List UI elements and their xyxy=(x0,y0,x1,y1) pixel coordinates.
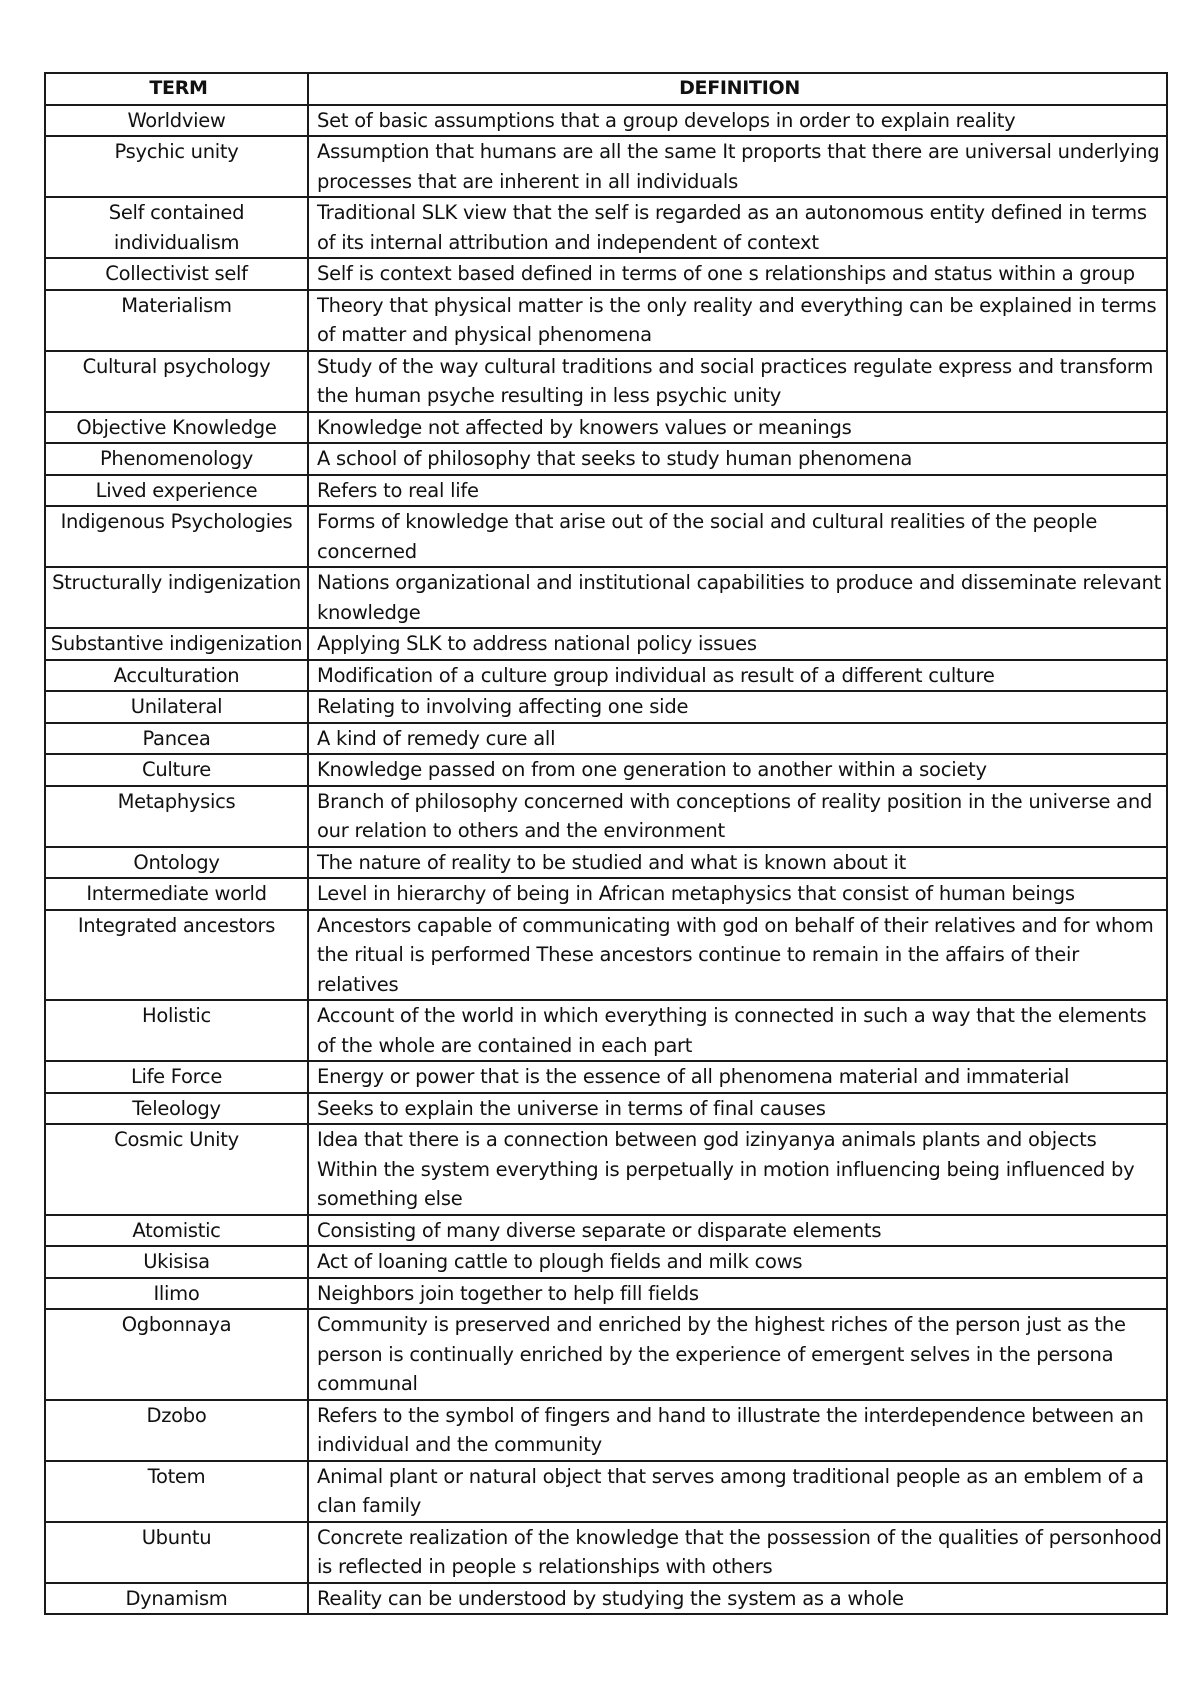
definition-cell: Energy or power that is the essence of all phenomena material and immaterial xyxy=(308,1061,1167,1093)
table-row xyxy=(45,910,1167,1001)
term-cell: Dynamism xyxy=(45,1583,308,1615)
table-row xyxy=(45,1583,1167,1615)
term-cell: Unilateral xyxy=(45,691,308,723)
definition-cell: Traditional SLK view that the self is regarded as an autonomous entity defined in terms of its internal attribution and independent of context xyxy=(308,197,1167,258)
definition-cell: Consisting of many diverse separate or disparate elements xyxy=(308,1215,1167,1247)
definition-cell: Neighbors join together to help fill fields xyxy=(308,1278,1167,1310)
definition-cell: A kind of remedy cure all xyxy=(308,723,1167,755)
table-row xyxy=(45,1278,1167,1310)
definition-cell: Account of the world in which everything is connected in such a way that the elements of the whole are contained in each part xyxy=(308,1000,1167,1061)
table-row xyxy=(45,1061,1167,1093)
table-row xyxy=(45,847,1167,879)
definition-cell: Refers to real life xyxy=(308,475,1167,507)
term-cell: Intermediate world xyxy=(45,878,308,910)
table-row xyxy=(45,878,1167,910)
term-cell: Ontology xyxy=(45,847,308,879)
definition-cell: Reality can be understood by studying the system as a whole xyxy=(308,1583,1167,1615)
term-cell: Phenomenology xyxy=(45,443,308,475)
table-row xyxy=(45,1461,1167,1522)
term-cell: Teleology xyxy=(45,1093,308,1125)
definition-cell: Animal plant or natural object that serves among traditional people as an emblem of a clan family xyxy=(308,1461,1167,1522)
definition-cell: Refers to the symbol of fingers and hand to illustrate the interdependence between an individual and the community xyxy=(308,1400,1167,1461)
table-row xyxy=(45,723,1167,755)
definition-cell: Forms of knowledge that arise out of the social and cultural realities of the people concerned xyxy=(308,506,1167,567)
term-cell: Psychic unity xyxy=(45,136,308,197)
table-row xyxy=(45,1124,1167,1215)
term-cell: Self contained individualism xyxy=(45,197,308,258)
header-row xyxy=(45,73,1167,105)
table-row xyxy=(45,443,1167,475)
term-column-header: TERM xyxy=(45,73,308,105)
term-cell: Substantive indigenization xyxy=(45,628,308,660)
definition-cell: Community is preserved and enriched by the highest riches of the person just as the person is continually enriched by the experience of emergent selves in the persona communal xyxy=(308,1309,1167,1400)
definition-column-header: DEFINITION xyxy=(308,73,1167,105)
term-cell: Objective Knowledge xyxy=(45,412,308,444)
table-row xyxy=(45,754,1167,786)
term-cell: Ogbonnaya xyxy=(45,1309,308,1400)
definition-cell: Self is context based defined in terms of one s relationships and status within a group xyxy=(308,258,1167,290)
table-row xyxy=(45,1215,1167,1247)
table-row xyxy=(45,691,1167,723)
term-cell: Acculturation xyxy=(45,660,308,692)
table-row xyxy=(45,475,1167,507)
definition-cell: The nature of reality to be studied and what is known about it xyxy=(308,847,1167,879)
table-row xyxy=(45,1400,1167,1461)
table-row xyxy=(45,660,1167,692)
term-cell: Collectivist self xyxy=(45,258,308,290)
table-row xyxy=(45,786,1167,847)
table-row xyxy=(45,1522,1167,1583)
table-row xyxy=(45,1309,1167,1400)
table-row xyxy=(45,1000,1167,1061)
document-page xyxy=(44,72,1166,1615)
term-cell: Integrated ancestors xyxy=(45,910,308,1001)
term-cell: Life Force xyxy=(45,1061,308,1093)
definition-cell: Relating to involving affecting one side xyxy=(308,691,1167,723)
term-cell: Cultural psychology xyxy=(45,351,308,412)
term-cell: Indigenous Psychologies xyxy=(45,506,308,567)
table-row xyxy=(45,1246,1167,1278)
term-cell: Ilimo xyxy=(45,1278,308,1310)
term-cell: Totem xyxy=(45,1461,308,1522)
glossary-body xyxy=(45,105,1167,1615)
definition-cell: Theory that physical matter is the only reality and everything can be explained in terms of matter and physical phenomena xyxy=(308,290,1167,351)
term-cell: Pancea xyxy=(45,723,308,755)
term-cell: Worldview xyxy=(45,105,308,137)
table-row xyxy=(45,567,1167,628)
table-row xyxy=(45,506,1167,567)
term-cell: Metaphysics xyxy=(45,786,308,847)
definition-cell: A school of philosophy that seeks to study human phenomena xyxy=(308,443,1167,475)
term-cell: Materialism xyxy=(45,290,308,351)
term-cell: Culture xyxy=(45,754,308,786)
table-row xyxy=(45,290,1167,351)
definition-cell: Applying SLK to address national policy issues xyxy=(308,628,1167,660)
term-cell: Holistic xyxy=(45,1000,308,1061)
definition-cell: Concrete realization of the knowledge that the possession of the qualities of personhood is reflected in people s relationships with others xyxy=(308,1522,1167,1583)
definition-cell: Nations organizational and institutional capabilities to produce and disseminate relevant knowledge xyxy=(308,567,1167,628)
definition-cell: Branch of philosophy concerned with conceptions of reality position in the universe and our relation to others and the environment xyxy=(308,786,1167,847)
term-cell: Cosmic Unity xyxy=(45,1124,308,1215)
term-cell: Ukisisa xyxy=(45,1246,308,1278)
definition-cell: Assumption that humans are all the same It proports that there are universal underlying processes that are inherent in all individuals xyxy=(308,136,1167,197)
definition-cell: Knowledge not affected by knowers values or meanings xyxy=(308,412,1167,444)
definition-cell: Act of loaning cattle to plough fields and milk cows xyxy=(308,1246,1167,1278)
definition-cell: Modification of a culture group individual as result of a different culture xyxy=(308,660,1167,692)
definition-cell: Seeks to explain the universe in terms of final causes xyxy=(308,1093,1167,1125)
term-cell: Atomistic xyxy=(45,1215,308,1247)
table-row xyxy=(45,258,1167,290)
table-row xyxy=(45,105,1167,137)
table-row xyxy=(45,628,1167,660)
table-row xyxy=(45,136,1167,197)
table-row xyxy=(45,412,1167,444)
table-row xyxy=(45,1093,1167,1125)
glossary-table xyxy=(44,72,1168,1615)
definition-cell: Idea that there is a connection between god izinyanya animals plants and objects Within the system everything is perpetually in motion influencing being influenced by something else xyxy=(308,1124,1167,1215)
term-cell: Lived experience xyxy=(45,475,308,507)
term-cell: Dzobo xyxy=(45,1400,308,1461)
definition-cell: Level in hierarchy of being in African metaphysics that consist of human beings xyxy=(308,878,1167,910)
table-row xyxy=(45,197,1167,258)
definition-cell: Study of the way cultural traditions and social practices regulate express and transform the human psyche resulting in less psychic unity xyxy=(308,351,1167,412)
definition-cell: Set of basic assumptions that a group develops in order to explain reality xyxy=(308,105,1167,137)
term-cell: Ubuntu xyxy=(45,1522,308,1583)
table-row xyxy=(45,351,1167,412)
term-cell: Structurally indigenization xyxy=(45,567,308,628)
definition-cell: Knowledge passed on from one generation to another within a society xyxy=(308,754,1167,786)
definition-cell: Ancestors capable of communicating with god on behalf of their relatives and for whom the ritual is performed These ancestors continue to remain in the affairs of their relatives xyxy=(308,910,1167,1001)
